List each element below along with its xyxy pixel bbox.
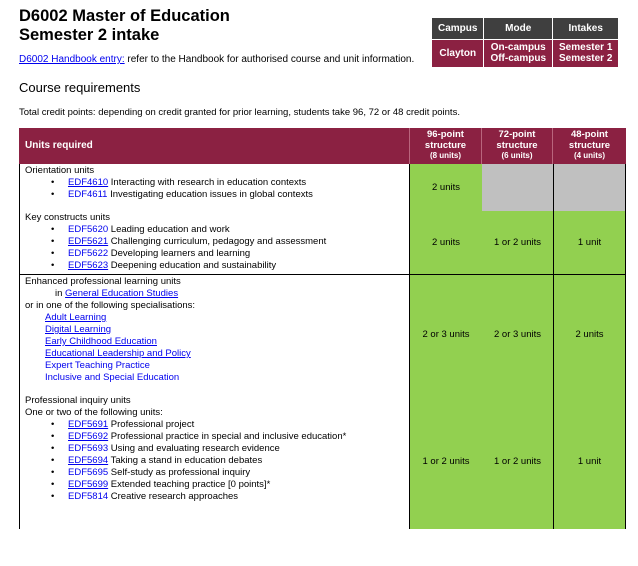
mode-header: Mode [484, 18, 553, 39]
unit-item [25, 467, 409, 479]
handbook-line [19, 54, 429, 66]
handbook-link[interactable]: D6002 Handbook entry: [19, 54, 125, 65]
col-72-header [482, 128, 553, 164]
unit-link-edf5694[interactable]: EDF5694 [68, 455, 109, 466]
unit-item [25, 224, 409, 236]
page-title [19, 7, 230, 45]
inquiry-96: 1 or 2 units [410, 394, 482, 529]
enhanced-72: 2 or 3 units [482, 274, 553, 394]
unit-link-edf5692[interactable]: EDF5692 [68, 431, 109, 442]
key-constructs-heading: Key constructs units [25, 212, 111, 223]
units-required-table [19, 128, 626, 529]
general-line [25, 288, 409, 300]
unit-item [25, 479, 409, 491]
orientation-block [19, 164, 410, 211]
col-96-line3: (8 units) [429, 151, 462, 160]
unit-link-edf5620[interactable]: EDF5620 [68, 224, 109, 235]
orientation-48-na [553, 164, 626, 211]
general-education-studies-link[interactable]: General Education Studies [65, 288, 179, 299]
course-requirements-heading: Course requirements [19, 80, 141, 95]
campus-value: Clayton [432, 39, 484, 67]
unit-item [25, 236, 409, 248]
intake-semester-1: Semester 1 [559, 42, 613, 54]
unit-name: Creative research approaches [108, 491, 239, 502]
unit-link-edf5693[interactable]: EDF5693 [68, 443, 109, 454]
spec-early-childhood-link[interactable]: Early Childhood Education [45, 336, 157, 347]
intakes-value [553, 39, 619, 67]
unit-link-edf5814[interactable]: EDF5814 [68, 491, 109, 502]
inquiry-spacer [25, 503, 409, 527]
title-line-1: D6002 Master of Education [19, 7, 230, 25]
col-96-line1: 96-point [427, 129, 464, 140]
col-48-line3: (4 units) [573, 151, 606, 160]
orientation-96: 2 units [410, 164, 482, 211]
unit-item [25, 248, 409, 260]
unit-link-edf5691[interactable]: EDF5691 [68, 419, 109, 430]
spec-item [25, 336, 409, 348]
in-prefix: in [55, 288, 66, 299]
intakes-header: Intakes [553, 18, 619, 39]
spec-item [25, 312, 409, 324]
key-constructs-72: 1 or 2 units [482, 211, 553, 274]
spec-expert-teaching-link[interactable]: Expert Teaching Practice [45, 360, 150, 371]
unit-item [25, 455, 409, 467]
unit-name: Deepening education and sustainability [108, 260, 277, 271]
col-72-line3: (6 units) [501, 151, 533, 160]
unit-link-edf5695[interactable]: EDF5695 [68, 467, 109, 478]
col-72-line1: 72-point [498, 129, 536, 140]
unit-name: Challenging curriculum, pedagogy and assessment [108, 236, 327, 247]
page-header [0, 0, 638, 128]
key-constructs-48: 1 unit [553, 211, 626, 274]
unit-name: Professional practice in special and inclusive education* [108, 431, 347, 442]
unit-name: Extended teaching practice [0 points]* [108, 479, 271, 490]
unit-item [25, 419, 409, 431]
unit-link-edf5699[interactable]: EDF5699 [68, 479, 109, 490]
inquiry-48: 1 unit [553, 394, 626, 529]
spec-item [25, 348, 409, 360]
unit-link-edf4610[interactable]: EDF4610 [68, 177, 109, 188]
spec-inclusive-special-link[interactable]: Inclusive and Special Education [45, 372, 180, 383]
unit-link-edf5622[interactable]: EDF5622 [68, 248, 109, 259]
col-96-header [410, 128, 482, 164]
mode-value [484, 39, 553, 67]
unit-name: Professional project [108, 419, 195, 430]
units-required-label: Units required [25, 140, 93, 151]
orientation-heading: Orientation units [25, 165, 95, 176]
enhanced-96: 2 or 3 units [410, 274, 482, 394]
campus-header: Campus [432, 18, 484, 39]
unit-name: Leading education and work [108, 224, 230, 235]
course-info-table [432, 18, 618, 67]
enhanced-block [19, 274, 410, 394]
col-48-header [553, 128, 626, 164]
specialisations-intro: or in one of the following specialisations: [25, 300, 196, 311]
inquiry-block [19, 394, 410, 529]
unit-name: Self-study as professional inquiry [108, 467, 251, 478]
inquiry-intro: One or two of the following units: [25, 407, 163, 418]
unit-link-edf4611[interactable]: EDF4611 [68, 189, 108, 200]
mode-off-campus: Off-campus [490, 53, 547, 65]
unit-item [25, 431, 409, 443]
spec-adult-learning-link[interactable]: Adult Learning [45, 312, 107, 323]
col-48-line1: 48-point [571, 129, 608, 140]
inquiry-72: 1 or 2 units [482, 394, 553, 529]
spec-item [25, 324, 409, 336]
unit-name: Using and evaluating research evidence [108, 443, 280, 454]
unit-link-edf5621[interactable]: EDF5621 [68, 236, 109, 247]
title-line-2: Semester 2 intake [19, 26, 160, 44]
unit-name: Taking a stand in education debates [108, 455, 263, 466]
enhanced-48: 2 units [553, 274, 626, 394]
unit-name: Developing learners and learning [108, 248, 251, 259]
unit-name: Investigating education issues in global contexts [107, 189, 313, 200]
total-credit-points: Total credit points: depending on credit granted for prior learning, students take 96, 72 or 48 credit points. [19, 107, 460, 118]
unit-item [25, 189, 409, 201]
spec-leadership-policy-link[interactable]: Educational Leadership and Policy [45, 348, 191, 359]
col-96-line2: structure [424, 140, 467, 151]
spec-item [25, 372, 409, 384]
spec-digital-learning-link[interactable]: Digital Learning [45, 324, 112, 335]
inquiry-heading: Professional inquiry units [25, 395, 131, 406]
unit-item [25, 260, 409, 272]
handbook-text: refer to the Handbook for authorised course and unit information. [124, 54, 415, 65]
enhanced-heading: Enhanced professional learning units [25, 276, 181, 287]
units-required-header [19, 128, 410, 164]
key-constructs-96: 2 units [410, 211, 482, 274]
unit-item [25, 491, 409, 503]
unit-link-edf5623[interactable]: EDF5623 [68, 260, 109, 271]
unit-name: Interacting with research in education contexts [108, 177, 307, 188]
orientation-72-na [482, 164, 553, 211]
intake-semester-2: Semester 2 [559, 53, 613, 65]
unit-item [25, 177, 409, 189]
col-48-line2: structure [568, 140, 611, 151]
spec-item [25, 360, 409, 372]
unit-item [25, 443, 409, 455]
key-constructs-block [19, 211, 410, 274]
mode-on-campus: On-campus [490, 42, 546, 54]
col-72-line2: structure [496, 140, 538, 151]
